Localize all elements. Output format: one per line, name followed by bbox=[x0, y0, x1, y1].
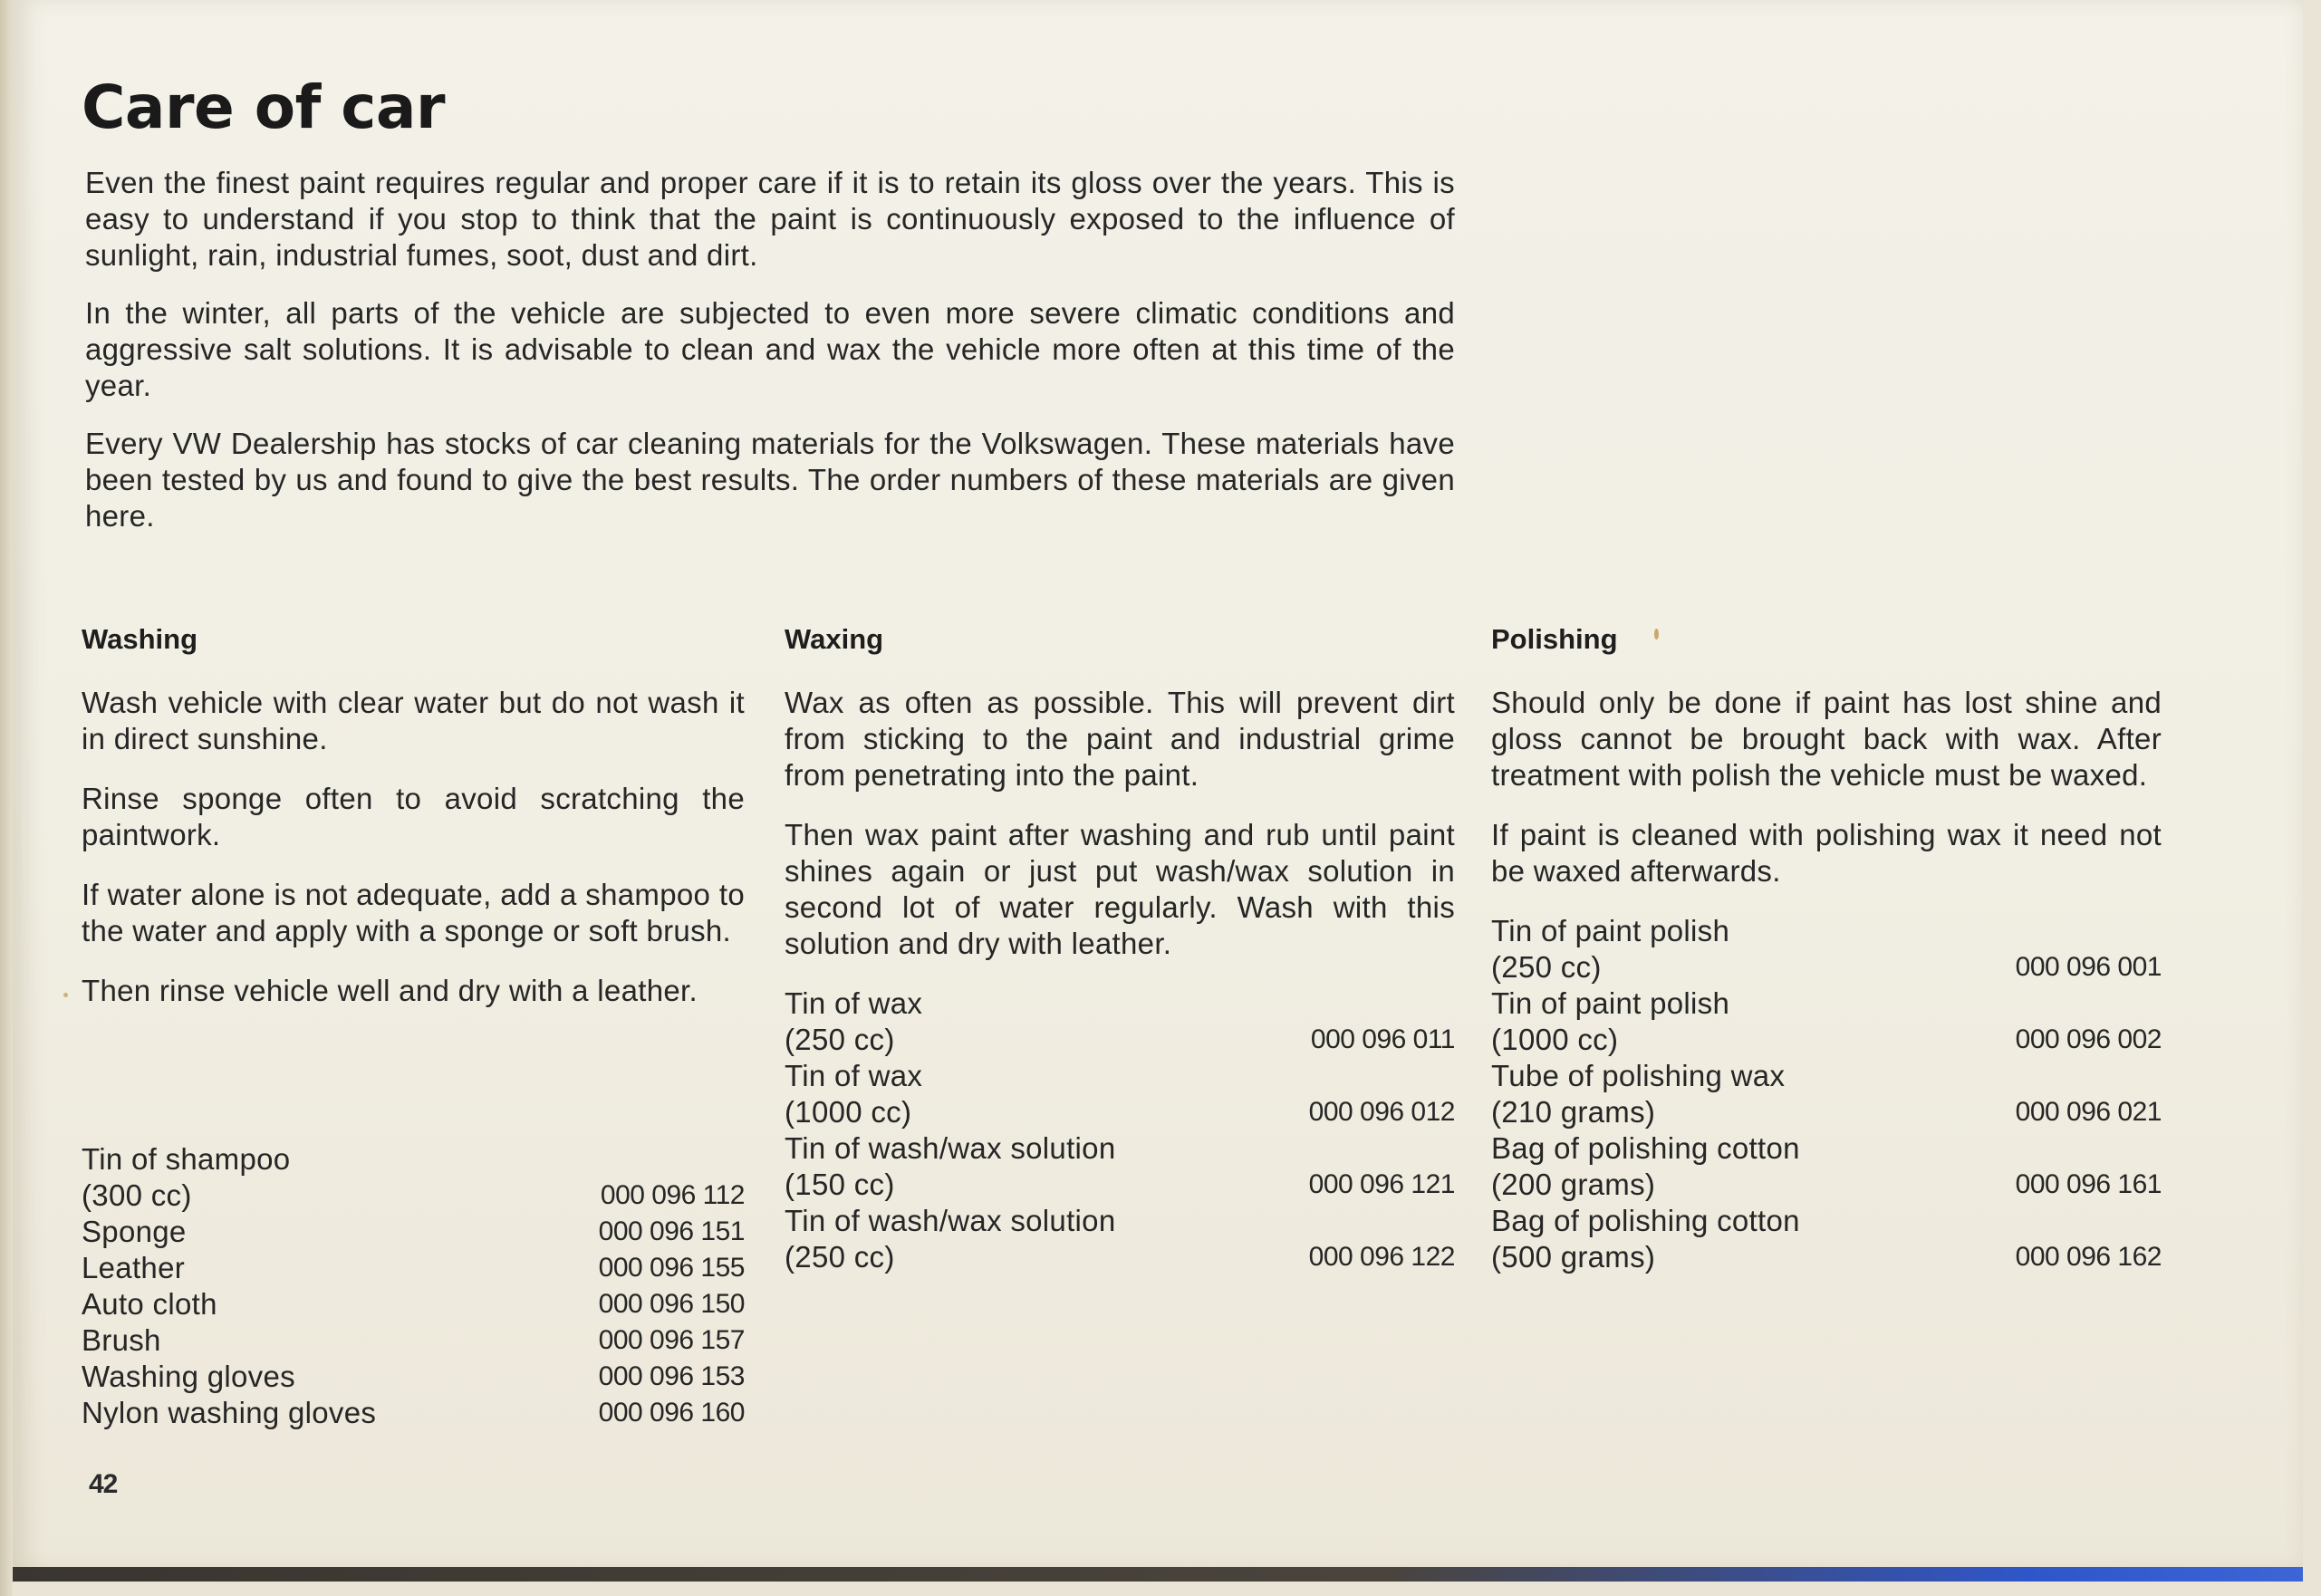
intro-paragraph: In the winter, all parts of the vehicle are subjected to even more severe climatic conditions and aggressive salt solutions. It is advisable to clean and wax the vehicle more often at this time of the year. bbox=[85, 296, 1455, 402]
intro-paragraph: Even the finest paint requires regular and proper care if it is to retain its gloss over the years. This is easy to understand if you stop to think that the paint is continuously exposed to the influence of sunlight, rain, industrial fumes, soot, dust and dirt. bbox=[85, 166, 1455, 272]
order-number: 000 096 112 bbox=[600, 1180, 745, 1210]
material-item bbox=[1491, 1203, 2162, 1275]
paper-speck bbox=[63, 993, 68, 997]
order-number: 000 096 021 bbox=[2015, 1097, 2162, 1127]
waxing-section bbox=[785, 621, 1455, 1275]
material-name: Brush bbox=[82, 1323, 161, 1357]
material-name: Tin of paint polish (250 cc) bbox=[1491, 914, 1730, 984]
order-number: 000 096 121 bbox=[1308, 1169, 1455, 1199]
material-item bbox=[785, 1130, 1455, 1203]
material-name: Tin of wax (1000 cc) bbox=[785, 1059, 923, 1129]
order-number: 000 096 157 bbox=[598, 1325, 745, 1355]
order-number: 000 096 162 bbox=[2015, 1242, 2162, 1272]
order-number: 000 096 155 bbox=[598, 1253, 745, 1283]
material-item bbox=[82, 1286, 745, 1322]
polishing-section bbox=[1491, 621, 2162, 1275]
waxing-paragraph: Wax as often as possible. This will prevent dirt from sticking to the paint and industrial grime from penetrating into the paint. bbox=[785, 686, 1455, 792]
polishing-paragraph: If paint is cleaned with polishing wax it need not be waxed afterwards. bbox=[1491, 818, 2162, 888]
order-number: 000 096 150 bbox=[598, 1289, 745, 1319]
material-item bbox=[785, 985, 1455, 1058]
material-name: Sponge bbox=[82, 1215, 187, 1248]
washing-section bbox=[82, 621, 745, 1429]
material-item bbox=[1491, 913, 2162, 985]
page-bottom-edge bbox=[13, 1567, 2303, 1582]
washing-paragraph: Then rinse vehicle well and dry with a leather. bbox=[82, 974, 698, 1007]
order-number: 000 096 151 bbox=[598, 1216, 745, 1246]
polishing-materials-list bbox=[1491, 913, 2162, 1275]
material-item bbox=[1491, 1130, 2162, 1203]
order-number: 000 096 160 bbox=[598, 1398, 745, 1428]
page-number: 42 bbox=[89, 1469, 118, 1499]
waxing-heading: Waxing bbox=[785, 623, 884, 655]
washing-paragraph: If water alone is not adequate, add a shampoo to the water and apply with a sponge or soft brush. bbox=[82, 878, 745, 947]
material-name: Tin of shampoo (300 cc) bbox=[82, 1142, 291, 1212]
order-number: 000 096 122 bbox=[1308, 1242, 1455, 1272]
material-item bbox=[1491, 1058, 2162, 1130]
material-name: Leather bbox=[82, 1251, 186, 1284]
material-item bbox=[1491, 985, 2162, 1058]
polishing-paragraph: Should only be done if paint has lost shine and gloss cannot be brought back with wax. After treatment with polish the vehicle must be waxed. bbox=[1491, 686, 2162, 792]
material-item bbox=[82, 1250, 745, 1286]
washing-materials-list bbox=[82, 1141, 745, 1431]
material-item bbox=[82, 1395, 745, 1431]
material-name: Auto cloth bbox=[82, 1287, 217, 1321]
material-name: Bag of polishing cotton (200 grams) bbox=[1491, 1131, 1800, 1201]
material-item bbox=[785, 1058, 1455, 1130]
order-number: 000 096 001 bbox=[2015, 952, 2162, 982]
order-number: 000 096 012 bbox=[1308, 1097, 1455, 1127]
material-name: Nylon washing gloves bbox=[82, 1396, 377, 1429]
material-name: Washing gloves bbox=[82, 1360, 295, 1393]
material-item bbox=[785, 1203, 1455, 1275]
intro-section bbox=[85, 165, 1455, 556]
waxing-materials-list bbox=[785, 985, 1455, 1275]
material-item bbox=[82, 1359, 745, 1395]
material-name: Tube of polishing wax (210 grams) bbox=[1491, 1059, 1786, 1129]
order-number: 000 096 011 bbox=[1310, 1024, 1455, 1054]
material-item bbox=[82, 1141, 745, 1214]
washing-paragraph: Rinse sponge often to avoid scratching the paintwork. bbox=[82, 782, 745, 851]
order-number: 000 096 002 bbox=[2015, 1024, 2162, 1054]
order-number: 000 096 153 bbox=[598, 1361, 745, 1391]
washing-heading: Washing bbox=[82, 623, 198, 655]
material-name: Tin of wax (250 cc) bbox=[785, 986, 923, 1056]
material-name: Tin of wash/wax solution (250 cc) bbox=[785, 1204, 1116, 1274]
material-name: Bag of polishing cotton (500 grams) bbox=[1491, 1204, 1800, 1274]
material-name: Tin of paint polish (1000 cc) bbox=[1491, 986, 1730, 1056]
material-item bbox=[82, 1322, 745, 1359]
waxing-paragraph: Then wax paint after washing and rub until paint shines again or just put wash/wax solution in second lot of water regularly. Wash with this solution and dry with leather. bbox=[785, 818, 1455, 960]
material-item bbox=[82, 1214, 745, 1250]
paper-speck bbox=[1654, 629, 1659, 639]
intro-paragraph: Every VW Dealership has stocks of car cleaning materials for the Volkswagen. These materials have been tested by us and found to give the best results. The order numbers of these materials are given here. bbox=[85, 427, 1455, 533]
page-binding-edge bbox=[0, 0, 13, 1596]
polishing-heading: Polishing bbox=[1491, 623, 1618, 655]
washing-paragraph: Wash vehicle with clear water but do not wash it in direct sunshine. bbox=[82, 686, 745, 755]
material-name: Tin of wash/wax solution (150 cc) bbox=[785, 1131, 1116, 1201]
order-number: 000 096 161 bbox=[2015, 1169, 2162, 1199]
page-title: Care of car bbox=[82, 72, 446, 142]
manual-page bbox=[13, 0, 2303, 1582]
